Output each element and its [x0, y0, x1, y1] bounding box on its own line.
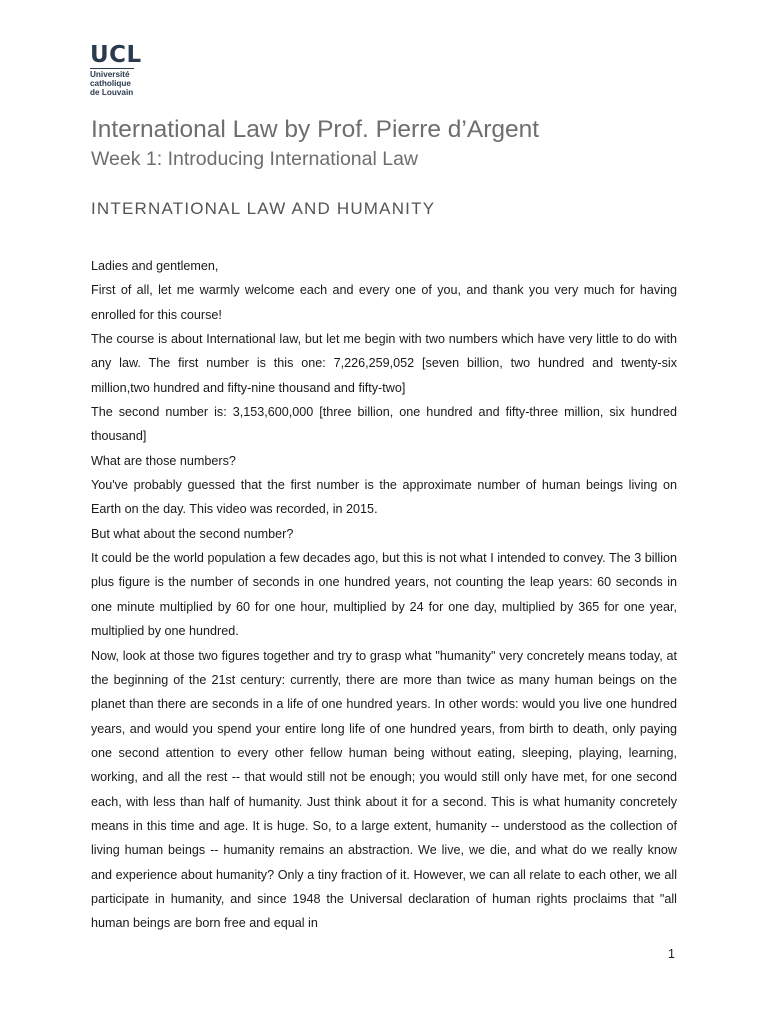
- paragraph-9: Now, look at those two figures together and try to grasp what "humanity" very concretely means today, at the beginning of the 21st century: currently, there are more than twice as many human beings on the planet than there are seconds in a life of one hundred years. In other words: would you live one hundred years, and would you spend your entire long life of one hundred years, from birth to death, only paying one second attention to every other fellow human being without eating, sleeping, playing, learning, working, and all the rest -- that would still not be enough; you would still only have met, for one second each, with less than half of humanity. Just think about it for a second. This is what humanity concretely means in this time and age. It is huge. So, to a large extent, humanity -- understood as the collection of living human beings -- humanity remains an abstraction. We live, we die, and what do we really know and experience about humanity? Only a tiny fraction of it. However, we can all relate to each other, we all participate in humanity, and since 1948 the Universal declaration of human rights proclaims that "all human beings are born free and equal in: [91, 648, 677, 931]
- paragraph-1: Ladies and gentlemen,: [91, 259, 219, 273]
- logo-line-1: Université: [90, 70, 130, 79]
- section-heading: INTERNATIONAL LAW AND HUMANITY: [91, 199, 436, 218]
- logo-line-3: de Louvain: [90, 88, 134, 98]
- paragraph-3: The course is about International law, but let me begin with two numbers which have very little to do with any law. The first number is this one: 7,226,259,052 [seven billion, two hundred and twenty-six million,two hundred and fifty-nine thousand and fifty-two]: [91, 332, 677, 395]
- paragraph-7: But what about the second number?: [91, 526, 294, 541]
- paragraph-2: First of all, let me warmly welcome each and every one of you, and thank you very much for having enrolled for this course!: [91, 283, 677, 322]
- logo-divider: [90, 68, 134, 69]
- paragraph-6: You've probably guessed that the first number is the approximate number of human beings living on Earth on the day. This video was recorded, in 2015.: [91, 478, 677, 517]
- paragraph-5: What are those numbers?: [91, 453, 236, 468]
- document-subtitle: Week 1: Introducing International Law: [91, 148, 419, 170]
- paragraph-8: It could be the world population a few decades ago, but this is not what I intended to convey. The 3 billion plus figure is the number of seconds in one hundred years, not counting the leap years: 60 seconds in one minute multiplied by 60 for one hour, multiplied by 24 for one day, multiplied by 365 for one year, multiplied by one hundred.: [91, 551, 677, 639]
- body-text: [91, 254, 677, 936]
- logo-line-2: catholique: [90, 79, 131, 89]
- page-number: 1: [668, 947, 675, 961]
- ucl-logo: [90, 44, 150, 98]
- logo-wordmark: UCL: [90, 42, 142, 68]
- paragraph-4: The second number is: 3,153,600,000 [three billion, one hundred and fifty-three million, six hundred thousand]: [91, 405, 677, 444]
- document-title: International Law by Prof. Pierre d’Argent: [91, 116, 540, 143]
